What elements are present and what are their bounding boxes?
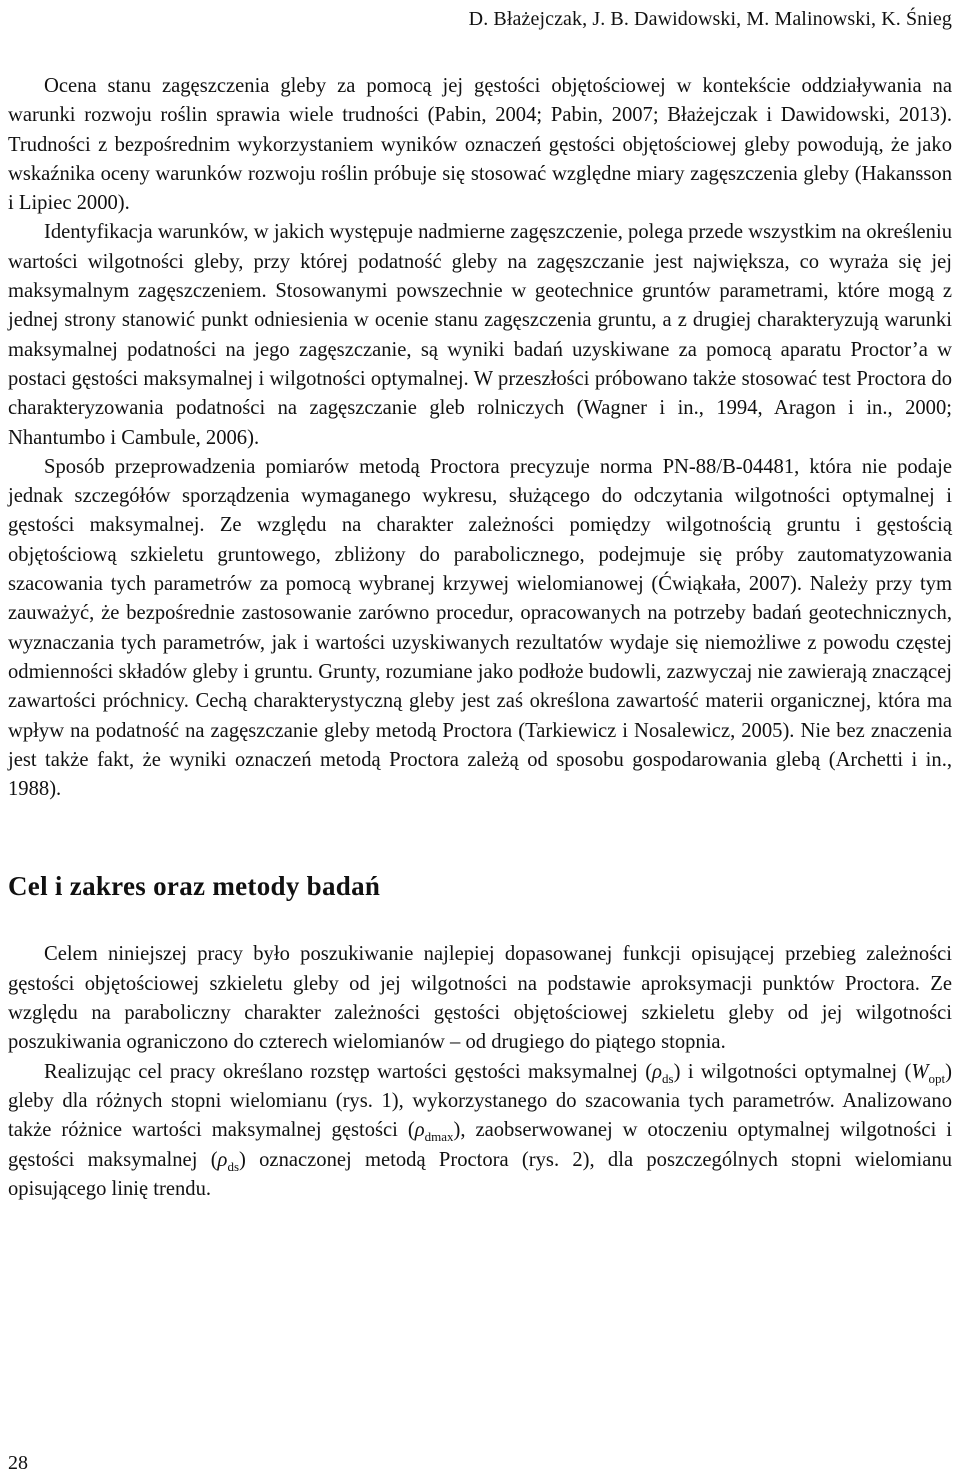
section-heading: Cel i zakres oraz metody badań <box>8 871 381 902</box>
page-number: 28 <box>8 1452 28 1474</box>
rho-symbol-dmax: ρ <box>414 1119 425 1142</box>
subscript-ds: ds <box>662 1070 674 1086</box>
section-paragraph-2-text-4: ), zaobserwowanej w otoczeniu optymalnej wilgotności i gęstości maksymalnej ( <box>8 1119 952 1171</box>
section-paragraph-1: Celem niniejszej pracy było poszukiwanie najlepiej dopasowanej funkcji opisującej przebieg zależności gęstości objętościowej szkieletu gleby od jej wilgotności na podstawie aproksymacji punktów Proctora. Ze względu na paraboliczny charakter zależności gęstości objętościowej szkieletu gleby od jej wilgotności poszukiwania ograniczono do czterech wielomianów – od drugiego do piątego stopnia. <box>8 943 952 1054</box>
section-paragraph-2-text-2: ) i wilgotności optymalnej ( <box>673 1060 912 1083</box>
rho-symbol-ds: ρ <box>217 1148 228 1171</box>
page-content <box>8 72 952 1204</box>
w-symbol: W <box>911 1060 929 1083</box>
subscript-dmax: dmax <box>424 1129 454 1145</box>
section-paragraph-2-text-5: ) oznaczonej metodą Proctora (rys. 2), dla poszczególnych stopni wielomianu opisującego linię trendu. <box>8 1148 952 1200</box>
body-paragraph-3: Sposób przeprowadzenia pomiarów metodą Proctora precyzuje norma PN-88/B-04481, która nie podaje jednak szczegółów sporządzenia wymaganego wykresu, służącego do odczytania wilgotności optymalnej i gęstości maksymalnej. Ze względu na charakter zależności pomiędzy wilgotnością gruntu i gęstością objętościową szkieletu gruntowego, zbliżony do parabolicznego, podejmuje się próby zautomatyzowania szacowania tych parametrów za pomocą wybranej krzywej wielomianowej (Ćwiąkała, 2007). Należy przy tym zauważyć, że bezpośrednie zastosowanie zarówno procedur, opracowanych na potrzeby badań geotechnicznych, wyznaczania tych parametrów, jak i wartości uzyskiwanych rezultatów wydaje się niemożliwe z powodu częstej odmienności składów gleby i gruntu. Grunty, rozumiane jako podłoże budowli, zazwyczaj nie zawierają znaczącej zawartości próchnicy. Cechą charakterystyczną gleby jest zaś określona zawartość materii organicznej, która ma wpływ na podatność na zagęszczanie gleby metodą Proctora (Tarkiewicz i Nosalewicz, 2005). Nie bez znaczenia jest także fakt, że wyniki oznaczeń metodą Proctora zależą od sposobu gospodarowania glebą (Archetti i in., 1988). <box>8 455 952 801</box>
section-paragraph-2-text-1: Realizując cel pracy określano rozstęp wartości gęstości maksymalnej ( <box>44 1060 653 1083</box>
body-paragraph-1: Ocena stanu zagęszczenia gleby za pomocą jej gęstości objętościowej w kontekście oddziaływania na warunki rozwoju roślin sprawia wiele trudności (Pabin, 2004; Pabin, 2007; Błażejczak i Dawidowski, 2013). Trudności z bezpośrednim wykorzystaniem wyników oznaczeń gęstości objętościowej gleby powodują, że jako wskaźnika oceny warunków rozwoju roślin próbuje się stosować względne miary zagęszczenia gleby (Hakansson i Lipiec 2000). <box>8 75 952 215</box>
rho-symbol: ρ <box>652 1060 662 1083</box>
subscript-ds-2: ds <box>227 1158 239 1174</box>
subscript-opt: opt <box>928 1070 946 1086</box>
section-paragraph-2-text-3: ) gleby dla różnych stopni wielomianu (rys. 1), wykorzystanego do szacowania tych parametrów. Analizowano także różnice wartości maksymalnej gęstości ( <box>8 1060 952 1142</box>
section-body <box>8 940 952 1204</box>
running-head: D. Błażejczak, J. B. Dawidowski, M. Malinowski, K. Śnieg <box>468 8 952 30</box>
section-paragraph-2 <box>8 1058 952 1204</box>
body-paragraph-2: Identyfikacja warunków, w jakich występuje nadmierne zagęszczenie, polega przede wszystkim na określeniu wartości wilgotności gleby, przy której podatność gleby na zagęszczanie jest największa, co wyraża się jej maksymalnym zagęszczeniem. Stosowanymi powszechnie w geotechnice gruntów parametrami, które mogą z jednej strony stanowić punkt odniesienia w ocenie stanu zagęszczenia gruntu, a z drugiej charakteryzują warunki maksymalnej podatności na jego zagęszczanie, są wyniki badań uzyskiwane za pomocą aparatu Proctor’a w postaci gęstości maksymalnej i wilgotności optymalnej. W przeszłości próbowano także stosować test Proctora do charakteryzowania podatności na zagęszczanie gleb rolniczych (Wagner i in., 1994, Aragon i in., 2000; Nhantumbo i Cambule, 2006). <box>8 221 952 449</box>
